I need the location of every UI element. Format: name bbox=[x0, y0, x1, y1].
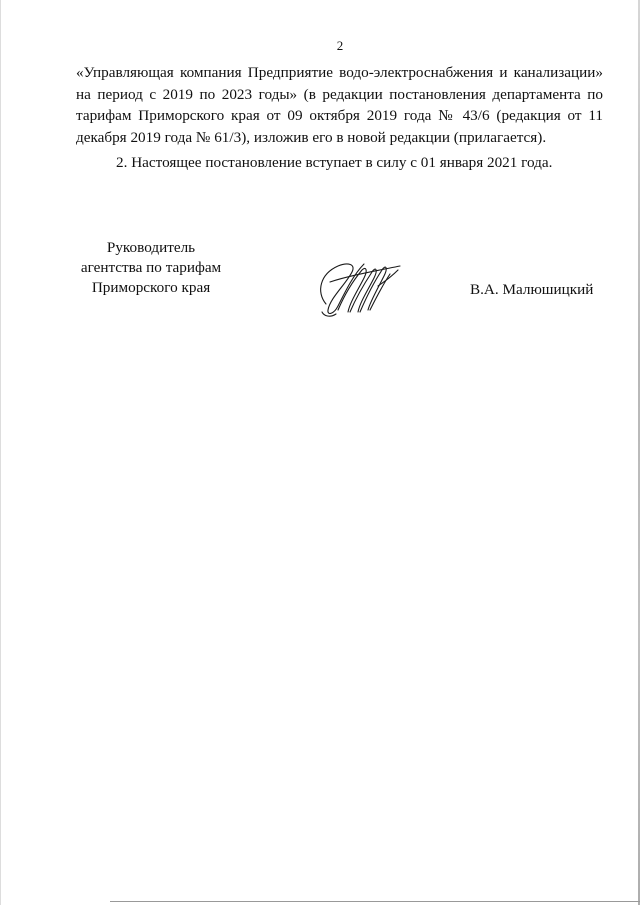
signatory-title-line-3: Приморского края bbox=[91, 279, 211, 296]
signatory-title-line-2: агентства по тарифам bbox=[80, 259, 222, 276]
signatory-title-line-1: Руководитель bbox=[106, 239, 196, 256]
handwritten-signature bbox=[308, 252, 408, 322]
paragraph-1-line-1: «Управляющая компания Предприятие водо-электроснабжения и канализации» bbox=[76, 64, 603, 81]
paragraph-1-line-3: тарифам Приморского края от 09 октября 2019 года № 43/6 (редакция от 11 bbox=[76, 107, 603, 124]
page-number: 2 bbox=[336, 38, 344, 53]
paragraph-1-line-4: декабря 2019 года № 61/3), изложив его в новой редакции (прилагается). bbox=[76, 128, 547, 146]
signatory-name: В.А. Малюшицкий bbox=[470, 281, 594, 298]
body-text bbox=[76, 62, 603, 174]
paragraph-1 bbox=[76, 62, 603, 148]
paragraph-1-line-2: на период с 2019 по 2023 годы» (в редакции постановления департамента по bbox=[76, 85, 603, 103]
paragraph-2: 2. Настоящее постановление вступает в силу с 01 января 2021 года. bbox=[116, 154, 553, 171]
scan-edge-left bbox=[0, 0, 1, 905]
signatory-title bbox=[66, 238, 236, 298]
scan-bottom-edge bbox=[110, 901, 640, 902]
